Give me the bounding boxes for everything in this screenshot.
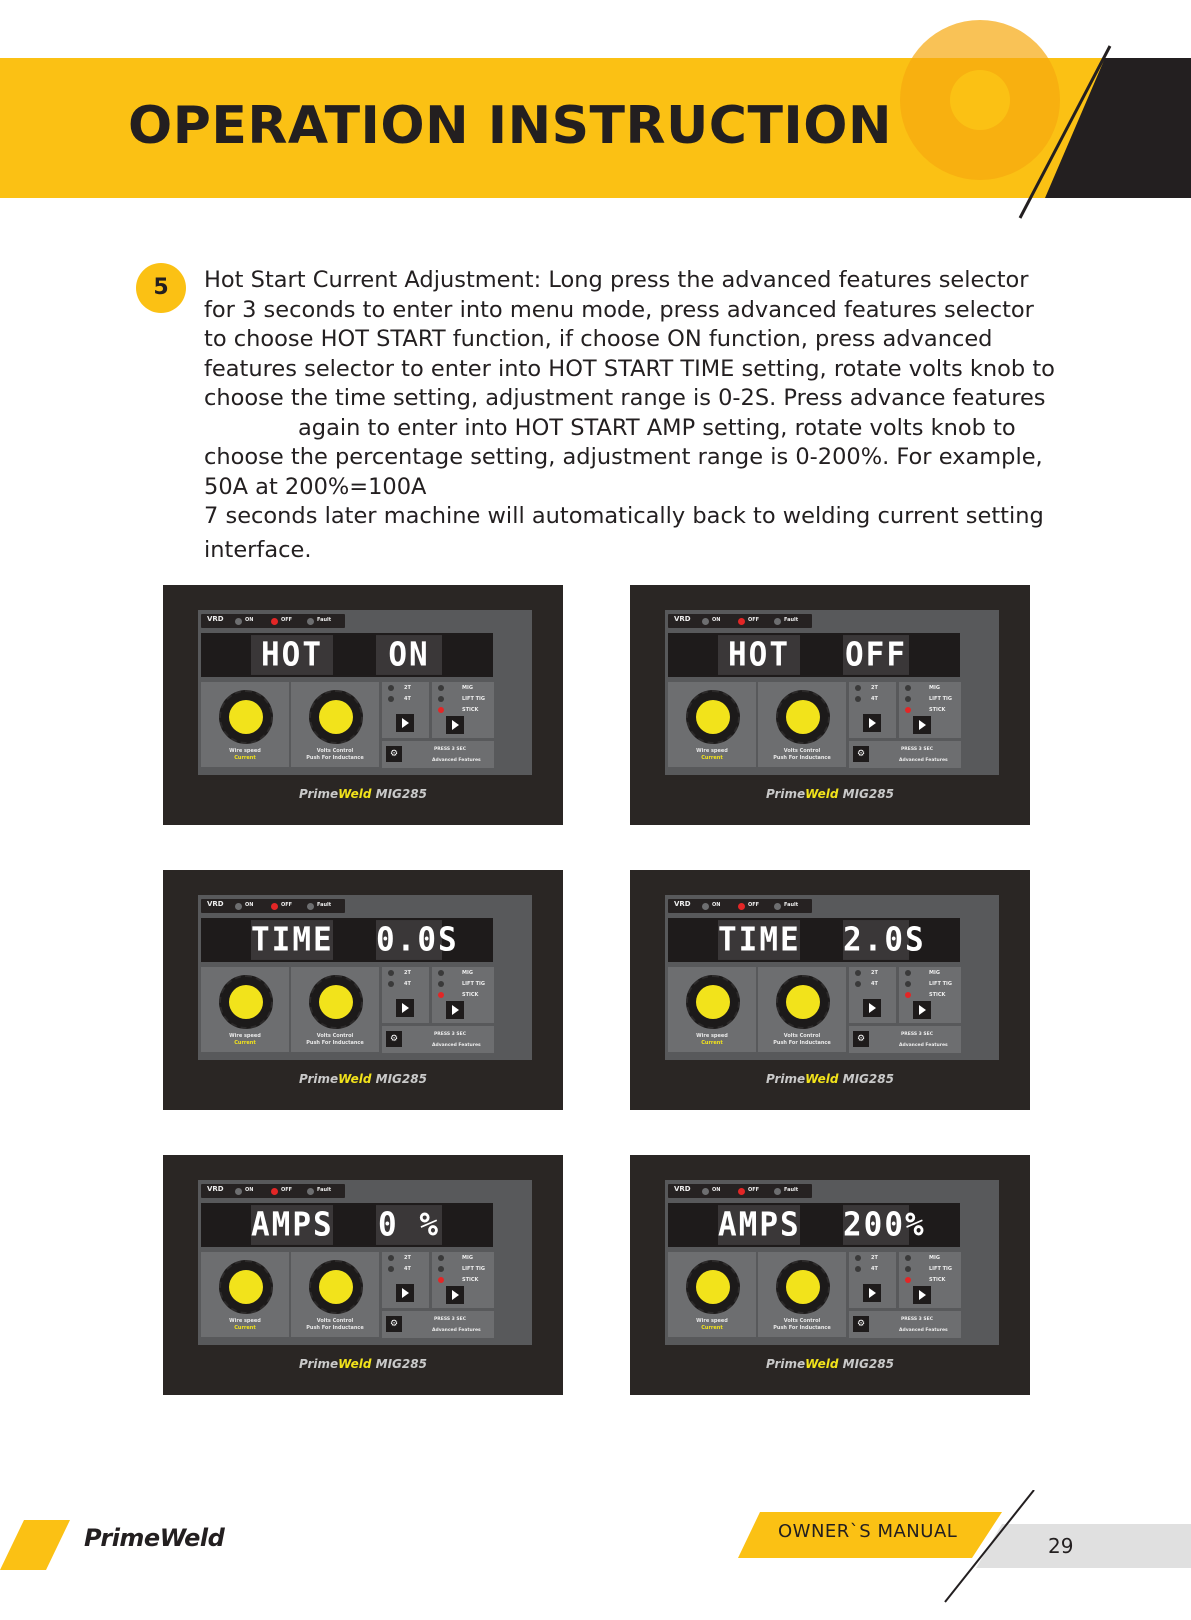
stick-label: STICK xyxy=(929,707,946,713)
wire-speed-knob-area xyxy=(668,1252,756,1337)
gear-icon: ⚙ xyxy=(853,746,869,762)
play-icon xyxy=(913,1286,931,1304)
brand-prime: Prime xyxy=(299,787,339,801)
model-label: MIG285 xyxy=(375,1357,427,1371)
step-line: features selector to enter into HOT START TIME setting, rotate volts knob to xyxy=(204,355,1055,382)
inductance-label: Push For Inductance xyxy=(306,755,364,761)
volts-knob xyxy=(786,985,820,1019)
stick-label: STICK xyxy=(929,1277,946,1283)
welder-panel-image xyxy=(163,870,563,1110)
inductance-label: Push For Inductance xyxy=(773,1040,831,1046)
panel-brand xyxy=(630,1072,1030,1086)
knob-ring xyxy=(686,1260,740,1314)
play-icon xyxy=(446,1001,464,1019)
current-label: Current xyxy=(701,1325,723,1331)
panel-face xyxy=(665,1180,999,1345)
led-icon xyxy=(307,1188,314,1195)
play-icon xyxy=(913,716,931,734)
led-icon xyxy=(235,618,242,625)
display-right-text: OFF xyxy=(845,636,907,674)
welder-panel-image xyxy=(630,870,1030,1110)
volts-knob-area xyxy=(758,682,846,767)
vrd-label: VRD xyxy=(207,615,224,623)
current-label: Current xyxy=(234,1325,256,1331)
volts-control-label: Volts Control xyxy=(783,748,821,754)
press-3-sec-label: PRESS 3 SEC xyxy=(434,1317,466,1322)
trigger-mode-box xyxy=(849,967,896,1023)
led-icon xyxy=(388,981,394,987)
4t-label: 4T xyxy=(404,981,411,987)
step-number-badge: 5 xyxy=(136,263,186,313)
wire-speed-label: Wire speed xyxy=(696,1318,728,1324)
knob-ring xyxy=(776,690,830,744)
trigger-mode-box xyxy=(382,682,429,738)
on-label: ON xyxy=(245,1187,254,1193)
4t-label: 4T xyxy=(871,1266,878,1272)
led-icon xyxy=(702,1188,709,1195)
volts-knob xyxy=(319,985,353,1019)
footer-right-graphic xyxy=(700,1490,1191,1620)
inductance-label: Push For Inductance xyxy=(306,1325,364,1331)
play-icon xyxy=(446,716,464,734)
model-label: MIG285 xyxy=(842,1072,894,1086)
led-red-icon xyxy=(738,903,745,910)
vrd-label: VRD xyxy=(674,615,691,623)
trigger-mode-box xyxy=(382,1252,429,1308)
vrd-indicator-bar xyxy=(201,614,345,628)
press-3-sec-label: PRESS 3 SEC xyxy=(901,747,933,752)
led-icon xyxy=(905,696,911,702)
led-icon xyxy=(855,685,861,691)
off-label: OFF xyxy=(281,617,293,623)
wire-speed-knob-area xyxy=(668,682,756,767)
inductance-label: Push For Inductance xyxy=(306,1040,364,1046)
advanced-features-label: Advanced Features xyxy=(432,1043,481,1048)
led-icon xyxy=(388,696,394,702)
advanced-features-label: Advanced Features xyxy=(432,1328,481,1333)
led-icon xyxy=(438,685,444,691)
led-icon xyxy=(438,981,444,987)
vrd-label: VRD xyxy=(674,1185,691,1193)
led-icon xyxy=(905,970,911,976)
process-mode-box xyxy=(432,682,494,738)
play-icon xyxy=(913,1001,931,1019)
led-icon xyxy=(905,685,911,691)
on-label: ON xyxy=(712,1187,721,1193)
advanced-features-label: Advanced Features xyxy=(899,758,948,763)
step-line: to choose HOT START function, if choose ON function, press advanced xyxy=(204,326,993,352)
wire-speed-knob-area xyxy=(668,967,756,1052)
knob-ring xyxy=(219,690,273,744)
brand-weld: Weld xyxy=(338,787,372,801)
led-icon xyxy=(388,970,394,976)
mig-label: MIG xyxy=(929,1255,940,1261)
led-icon xyxy=(855,696,861,702)
led-icon xyxy=(905,1266,911,1272)
process-mode-box xyxy=(432,967,494,1023)
current-label: Current xyxy=(234,1040,256,1046)
wire-speed-label: Wire speed xyxy=(696,1033,728,1039)
led-icon xyxy=(855,970,861,976)
led-icon xyxy=(774,618,781,625)
on-label: ON xyxy=(712,617,721,623)
play-icon xyxy=(396,999,414,1017)
fault-label: Fault xyxy=(784,1187,799,1193)
brand-prime: Prime xyxy=(766,1357,806,1371)
vrd-indicator-bar xyxy=(668,1184,812,1198)
led-red-icon xyxy=(905,707,911,713)
lift-tig-label: LIFT TIG xyxy=(462,981,485,987)
display-left-text: TIME xyxy=(718,921,801,959)
led-icon xyxy=(438,1255,444,1261)
display-right-text: ON xyxy=(376,635,442,675)
led-icon xyxy=(235,903,242,910)
led-icon xyxy=(235,1188,242,1195)
gear-icon: ⚙ xyxy=(386,1031,402,1047)
stick-label: STICK xyxy=(462,992,479,998)
volts-control-label: Volts Control xyxy=(783,1033,821,1039)
fault-label: Fault xyxy=(317,1187,332,1193)
display-right-text: 200% xyxy=(843,1206,926,1244)
wire-speed-knob xyxy=(696,1270,730,1304)
stick-label: STICK xyxy=(462,707,479,713)
knob-ring xyxy=(776,975,830,1029)
led-icon xyxy=(855,1255,861,1261)
wire-speed-knob xyxy=(229,1270,263,1304)
press-3-sec-label: PRESS 3 SEC xyxy=(434,747,466,752)
press-3-sec-label: PRESS 3 SEC xyxy=(901,1032,933,1037)
step-line: 7 seconds later machine will automatically back to welding current setting xyxy=(204,503,1044,529)
display-left-text: TIME xyxy=(251,921,334,959)
wire-speed-knob xyxy=(696,700,730,734)
led-icon xyxy=(855,1266,861,1272)
advanced-features-box xyxy=(382,1026,494,1053)
panel-face xyxy=(198,610,532,775)
step-line: interface. xyxy=(204,536,312,563)
2t-label: 2T xyxy=(404,970,411,976)
current-label: Current xyxy=(701,755,723,761)
led-red-icon xyxy=(738,1188,745,1195)
model-label: MIG285 xyxy=(375,1072,427,1086)
4t-label: 4T xyxy=(871,696,878,702)
knob-ring xyxy=(309,690,363,744)
led-red-icon xyxy=(438,707,444,713)
vrd-indicator-bar xyxy=(668,614,812,628)
panel-face xyxy=(198,895,532,1060)
led-red-icon xyxy=(271,1188,278,1195)
mig-label: MIG xyxy=(462,685,473,691)
led-red-icon xyxy=(905,992,911,998)
led-icon xyxy=(702,618,709,625)
welder-panel-image xyxy=(163,1155,563,1395)
step-line: again to enter into HOT START AMP setting, rotate volts knob to xyxy=(298,414,1016,441)
lcd-display xyxy=(201,633,493,677)
led-icon xyxy=(307,903,314,910)
volts-control-label: Volts Control xyxy=(316,1033,354,1039)
fault-label: Fault xyxy=(784,902,799,908)
lcd-display xyxy=(201,1203,493,1247)
on-label: ON xyxy=(712,902,721,908)
process-mode-box xyxy=(899,1252,961,1308)
page-number: 29 xyxy=(1048,1534,1074,1558)
press-3-sec-label: PRESS 3 SEC xyxy=(434,1032,466,1037)
off-label: OFF xyxy=(281,902,293,908)
process-mode-box xyxy=(899,682,961,738)
process-mode-box xyxy=(899,967,961,1023)
welder-panel-image xyxy=(630,1155,1030,1395)
lcd-display xyxy=(668,1203,960,1247)
advanced-features-box xyxy=(849,1026,961,1053)
panel-face xyxy=(198,1180,532,1345)
process-mode-box xyxy=(432,1252,494,1308)
led-icon xyxy=(438,1266,444,1272)
inductance-label: Push For Inductance xyxy=(773,755,831,761)
wire-speed-knob xyxy=(229,985,263,1019)
stick-label: STICK xyxy=(462,1277,479,1283)
trigger-mode-box xyxy=(849,682,896,738)
led-red-icon xyxy=(905,1277,911,1283)
led-icon xyxy=(905,981,911,987)
play-icon xyxy=(863,714,881,732)
mig-label: MIG xyxy=(929,970,940,976)
led-red-icon xyxy=(738,618,745,625)
brand-weld: Weld xyxy=(805,787,839,801)
volts-knob xyxy=(319,700,353,734)
knob-ring xyxy=(219,1260,273,1314)
gear-icon: ⚙ xyxy=(386,746,402,762)
welder-panel-image xyxy=(163,585,563,825)
current-label: Current xyxy=(234,755,256,761)
trigger-mode-box xyxy=(849,1252,896,1308)
vrd-label: VRD xyxy=(207,1185,224,1193)
wire-speed-label: Wire speed xyxy=(696,748,728,754)
play-icon xyxy=(396,714,414,732)
wire-speed-knob xyxy=(696,985,730,1019)
model-label: MIG285 xyxy=(842,787,894,801)
knob-ring xyxy=(776,1260,830,1314)
display-left-text: AMPS xyxy=(251,1206,334,1244)
led-red-icon xyxy=(271,903,278,910)
panel-brand xyxy=(630,787,1030,801)
off-label: OFF xyxy=(748,617,760,623)
led-icon xyxy=(438,970,444,976)
step-line: choose the percentage setting, adjustment range is 0-200%. For example, xyxy=(204,444,1043,470)
stick-label: STICK xyxy=(929,992,946,998)
wire-speed-knob-area xyxy=(201,1252,289,1337)
wire-speed-knob xyxy=(229,700,263,734)
display-right-text: 0.0S xyxy=(376,921,459,959)
volts-knob-area xyxy=(758,1252,846,1337)
volts-knob-area xyxy=(758,967,846,1052)
model-label: MIG285 xyxy=(842,1357,894,1371)
knob-ring xyxy=(686,975,740,1029)
play-icon xyxy=(863,999,881,1017)
led-icon xyxy=(905,1255,911,1261)
on-label: ON xyxy=(245,902,254,908)
4t-label: 4T xyxy=(404,696,411,702)
wire-speed-knob-area xyxy=(201,967,289,1052)
display-left-text: AMPS xyxy=(718,1206,801,1244)
step-paragraph xyxy=(204,266,1064,565)
lift-tig-label: LIFT TIG xyxy=(462,1266,485,1272)
fault-label: Fault xyxy=(317,617,332,623)
lcd-display xyxy=(668,918,960,962)
footer-manual-label: OWNER`S MANUAL xyxy=(778,1521,958,1542)
4t-label: 4T xyxy=(404,1266,411,1272)
led-icon xyxy=(438,696,444,702)
fault-label: Fault xyxy=(784,617,799,623)
2t-label: 2T xyxy=(871,685,878,691)
advanced-features-box xyxy=(382,741,494,768)
brand-weld: Weld xyxy=(805,1072,839,1086)
lift-tig-label: LIFT TIG xyxy=(929,981,952,987)
2t-label: 2T xyxy=(871,1255,878,1261)
display-right-text: 0 % xyxy=(378,1206,440,1244)
volts-knob-area xyxy=(291,967,379,1052)
led-icon xyxy=(388,1255,394,1261)
advanced-features-box xyxy=(849,1311,961,1338)
led-icon xyxy=(307,618,314,625)
wire-speed-knob-area xyxy=(201,682,289,767)
knob-ring xyxy=(219,975,273,1029)
step-line: for 3 seconds to enter into menu mode, press advanced features selector xyxy=(204,296,1034,323)
model-label: MIG285 xyxy=(375,787,427,801)
trigger-mode-box xyxy=(382,967,429,1023)
mig-label: MIG xyxy=(462,1255,473,1261)
lcd-display xyxy=(668,633,960,677)
brand-prime: Prime xyxy=(766,1072,806,1086)
volts-control-label: Volts Control xyxy=(316,1318,354,1324)
wire-speed-label: Wire speed xyxy=(229,1033,261,1039)
panel-face xyxy=(665,895,999,1060)
panel-brand xyxy=(163,1072,563,1086)
gear-icon: ⚙ xyxy=(853,1031,869,1047)
knob-ring xyxy=(686,690,740,744)
mig-label: MIG xyxy=(929,685,940,691)
knob-ring xyxy=(309,1260,363,1314)
2t-label: 2T xyxy=(871,970,878,976)
brand-weld: Weld xyxy=(805,1357,839,1371)
volts-knob-area xyxy=(291,1252,379,1337)
play-icon xyxy=(446,1286,464,1304)
vrd-indicator-bar xyxy=(201,1184,345,1198)
gear-icon: ⚙ xyxy=(853,1316,869,1332)
led-icon xyxy=(388,1266,394,1272)
brand-weld: Weld xyxy=(338,1357,372,1371)
advanced-features-box xyxy=(382,1311,494,1338)
mig-label: MIG xyxy=(462,970,473,976)
vrd-label: VRD xyxy=(674,900,691,908)
on-label: ON xyxy=(245,617,254,623)
play-icon xyxy=(396,1284,414,1302)
panel-brand xyxy=(163,1357,563,1371)
vrd-indicator-bar xyxy=(668,899,812,913)
panel-face xyxy=(665,610,999,775)
panel-brand xyxy=(630,1357,1030,1371)
footer-left-stripe xyxy=(0,1520,70,1570)
current-label: Current xyxy=(701,1040,723,1046)
lift-tig-label: LIFT TIG xyxy=(462,696,485,702)
gear-icon: ⚙ xyxy=(386,1316,402,1332)
2t-label: 2T xyxy=(404,685,411,691)
vrd-label: VRD xyxy=(207,900,224,908)
volts-knob-area xyxy=(291,682,379,767)
brand-prime: Prime xyxy=(766,787,806,801)
step-line: choose the time setting, adjustment range is 0-2S. Press advance features xyxy=(204,385,1046,411)
brand-weld: Weld xyxy=(338,1072,372,1086)
display-left-text: HOT xyxy=(251,635,333,675)
welder-panel-image xyxy=(630,585,1030,825)
panel-brand xyxy=(163,787,563,801)
footer-logo: PrimeWeld xyxy=(84,1524,225,1552)
led-red-icon xyxy=(438,1277,444,1283)
off-label: OFF xyxy=(281,1187,293,1193)
display-left-text: HOT xyxy=(718,635,800,675)
volts-control-label: Volts Control xyxy=(316,748,354,754)
2t-label: 2T xyxy=(404,1255,411,1261)
lift-tig-label: LIFT TIG xyxy=(929,1266,952,1272)
display-right-text: 2.0S xyxy=(843,921,926,959)
led-red-icon xyxy=(271,618,278,625)
led-icon xyxy=(774,903,781,910)
volts-control-label: Volts Control xyxy=(783,1318,821,1324)
advanced-features-label: Advanced Features xyxy=(432,758,481,763)
volts-knob xyxy=(786,1270,820,1304)
lcd-display xyxy=(201,918,493,962)
inductance-label: Push For Inductance xyxy=(773,1325,831,1331)
volts-knob xyxy=(786,700,820,734)
brand-prime: Prime xyxy=(299,1072,339,1086)
fault-label: Fault xyxy=(317,902,332,908)
wire-speed-label: Wire speed xyxy=(229,1318,261,1324)
advanced-features-label: Advanced Features xyxy=(899,1043,948,1048)
step-line: Hot Start Current Adjustment: Long press the advanced features selector xyxy=(204,267,1029,293)
play-icon xyxy=(863,1284,881,1302)
led-icon xyxy=(702,903,709,910)
brand-prime: Prime xyxy=(299,1357,339,1371)
lift-tig-label: LIFT TIG xyxy=(929,696,952,702)
advanced-features-box xyxy=(849,741,961,768)
knob-ring xyxy=(309,975,363,1029)
off-label: OFF xyxy=(748,1187,760,1193)
volts-knob xyxy=(319,1270,353,1304)
4t-label: 4T xyxy=(871,981,878,987)
off-label: OFF xyxy=(748,902,760,908)
led-icon xyxy=(774,1188,781,1195)
page-title: OPERATION INSTRUCTION xyxy=(128,96,892,156)
led-icon xyxy=(388,685,394,691)
wire-speed-label: Wire speed xyxy=(229,748,261,754)
advanced-features-label: Advanced Features xyxy=(899,1328,948,1333)
vrd-indicator-bar xyxy=(201,899,345,913)
press-3-sec-label: PRESS 3 SEC xyxy=(901,1317,933,1322)
step-line: 50A at 200%=100A xyxy=(204,473,427,500)
led-red-icon xyxy=(438,992,444,998)
led-icon xyxy=(855,981,861,987)
